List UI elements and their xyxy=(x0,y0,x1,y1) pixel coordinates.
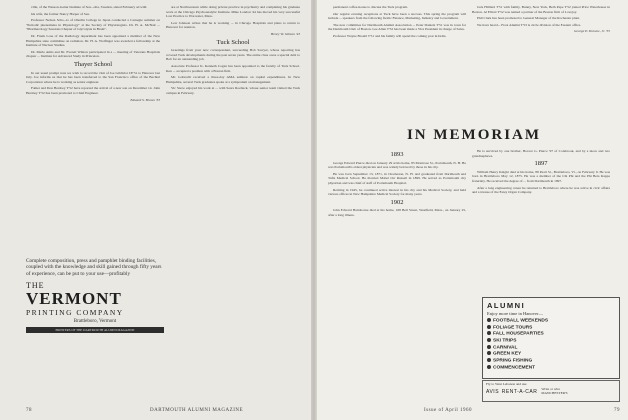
bullet-icon xyxy=(487,358,491,362)
paragraph: He was born September 13, 1871, in Charleston, N. H. and graduated from Dartmouth and Tufts Medical School. He married Mabel Orr Russell in 1899. He served as Portsmouth city physician and was chief of staff of Portsmouth Hospital. xyxy=(328,171,466,185)
right-column-d xyxy=(472,5,610,120)
paragraph: ville, of the Wesson-Gatter Institute of Sou...olia, Sweden, stated February ad with xyxy=(31,5,147,9)
paragraph: Vic Snow enjoyed his work at ... with Sears Roebuck, whose senior team visited the Tuck campus in February. xyxy=(166,86,300,95)
list-item: SKI TRIPS xyxy=(487,338,615,345)
avis-logo-suffix: RENT-A-CAR xyxy=(501,389,538,395)
avis-ad-contact xyxy=(541,387,567,395)
alumni-ad-heading: ALUMNI xyxy=(487,301,526,310)
alumni-ad-subheading: Enjoy more time in Hanover— xyxy=(487,311,543,316)
issue-label: Issue of April 1960 xyxy=(424,408,472,413)
paragraph: Retiring in 1945, he continued active interest in his city and his Medical Society, and held various offices in New Hampshire Medical Society for many years. xyxy=(328,187,466,197)
bullet-icon xyxy=(487,318,491,322)
ad-company-suffix: PRINTING COMPANY xyxy=(26,307,124,317)
paragraph: Jack Hilliard T'51 with family, Bunny, New York, Beth Pape T'52 joined Price Waterhouse in Boston. Al Elliott T'52 was named a partner of the Boston firm of Lovejoy. xyxy=(472,5,610,14)
right-top-columns xyxy=(328,5,620,120)
right-column-c xyxy=(328,5,466,120)
list-item: CARNIVAL xyxy=(487,345,615,352)
avis-ad-brand xyxy=(486,386,616,395)
alumni-ad-list xyxy=(487,318,615,371)
paragraph: Father and Don Hersbey T'52 have reported the arrival of a new son on December 14. John Hersbey T'52 has been promoted to Chief Engineer. xyxy=(26,86,160,95)
bullet-icon xyxy=(487,331,491,335)
paragraph: Professor Wayne Broehl T'51 and his family will spend the coming year in India. xyxy=(333,33,447,38)
paragraph: After a long engineering career he returned to Brattleboro where he was active in civic affairs and a trustee of the Estey Organ Company. xyxy=(472,185,610,195)
avis-ad-contact-line: Write or wire xyxy=(541,386,561,391)
obituary-column-left xyxy=(328,149,466,407)
bullet-icon xyxy=(487,351,491,355)
list-item: FOOTBALL WEEKENDS xyxy=(487,318,615,325)
bullet-icon xyxy=(487,325,491,329)
bullet-icon xyxy=(487,365,491,369)
tuck-school-heading: Tuck School xyxy=(216,38,250,46)
in-memoriam-heading: IN MEMORIAM xyxy=(406,127,542,143)
avis-logo xyxy=(486,386,537,395)
right-page xyxy=(314,0,628,420)
paragraph: Associate Professor K. Kenneth Cogan has been appointed to the faculty of Tuck School. Ken ... accepted a position with a Boston firm. xyxy=(166,63,300,73)
paragraph: Professor Nelson Scho...is of Oberlin College in Japan conducted a Carnegie seminar on "Periodic phenomena in Physiology" at the Society of Physiologists. Dr. H. A. McNair ... "Pharmacology Sessions Chapter of Glycolysis in Brain". xyxy=(26,18,160,32)
left-column-b xyxy=(166,5,300,345)
paragraph: William Henry Knight died at his home, 88 Pearl St., Brattleboro, Vt., on February 9. He was born in Brattleboro May 12, 1875. He was a member of the Chi Phi and the Phi Beta Kappa fraternity. He received the degree of ... from Dartmouth in 1897. xyxy=(472,169,610,183)
ad-the: THE xyxy=(26,280,45,290)
paragraph: Lew Johnson writes that he is working ... in Chicago Hospitals and plans to return to Hanover for reunion. xyxy=(166,20,300,30)
paragraph: are at Northwestern while doing private practice in psychiatry and completing his graduate work at the Chicago Psychoanalytic Institute. Mike London '44 has moved his very successful Law Practice to Worcester, Mass. xyxy=(166,5,300,19)
class-year: 1893 xyxy=(390,151,404,158)
page-number: 79 xyxy=(614,408,620,413)
ad-company-name: VERMONT xyxy=(26,288,122,308)
ad-city: Brattleboro, Vermont xyxy=(73,318,117,324)
list-item: FALL HOUSEPARTIES xyxy=(487,331,615,338)
paragraph: Mr. Gobrecht received a three-day AMA seminar on capital expenditures. In New Hampshire, several Tuck graduates spoke at a symposium on management. xyxy=(166,75,300,84)
avis-ad-intro: Fly to West Lebanon and use xyxy=(486,382,527,386)
list-item: COMMENCEMENT xyxy=(487,365,615,372)
alumni-ad xyxy=(482,297,620,379)
ad-strip: PRINTERS OF THE DARTMOUTH ALUMNI MAGAZINE xyxy=(26,327,164,333)
class-year: 1897 xyxy=(534,160,548,168)
class-year: 1902 xyxy=(390,198,404,206)
bullet-icon xyxy=(487,338,491,342)
vermont-printing-ad xyxy=(26,258,164,395)
paragraph: Phil Clark has been promoted to General Manager of the Rochester plant. xyxy=(477,16,581,21)
paragraph: permanent coffee-house to discuss the Tuck program. xyxy=(333,5,408,9)
paragraph: In our usual prompt note we wish to record the visit of Joe Gilchrist CE'51 to Hanover last July. Joe informs us that he has been transferred to the San Francisco office of the Bechtel Corporation where he is working as senior engineer. xyxy=(26,70,160,84)
thayer-school-heading: Thayer School xyxy=(73,60,113,68)
list-item: GREEN KEY xyxy=(487,351,615,358)
avis-logo-name: AVIS xyxy=(486,389,500,395)
correspondent-signature: George P. Drowne, Jr. '55 xyxy=(573,29,610,34)
ad-copy: Complete composition, press and pamphlet binding facilities, coupled with the knowledge and skill gained through fifty years of experience, can be put to your use—profitably xyxy=(26,258,162,277)
paragraph: We have heard... Frost Alumni T'53 is circle division of the Eastern office. xyxy=(477,22,582,27)
left-column-a xyxy=(26,5,160,250)
paragraph: Dr. Merle Amis and Dr. Everett Winton participated in a ... meeting of Veterans Hospitals chapter ... Institute for Advanced Study in Princeton. xyxy=(26,49,160,59)
bullet-icon xyxy=(487,345,491,349)
page-gutter xyxy=(311,0,317,420)
avis-ad xyxy=(482,380,620,402)
paragraph: He is survived by one brother, Horace G. Pierce '97 of Colebrook, and by a niece and two grandnephews. xyxy=(472,149,610,158)
paragraph: Our regular evening receptions at Tuck have been a success. This spring the program will include ... speakers from the following fields: Finance, Marketing, Industry and Government. xyxy=(328,11,466,21)
paragraph: Dr. Frank Lose of the Radiology department has been appointed a member of the New Hampshire state committee on radiation. Dr. H. A. Wolfinger was awarded a fellowship at the Institute of Nuclear Studies. xyxy=(26,33,160,48)
magazine-name: DARTMOUTH ALUMNI MAGAZINE xyxy=(150,408,244,413)
list-item: FOLIAGE TOURS xyxy=(487,325,615,332)
list-item: SPRING FISHING xyxy=(487,358,615,365)
paragraph: George Edward Pierce died on January 29 at his home, 85 Montrose St., Portsmouth, N. H. He was Portsmouth's oldest physician and was widely beloved by those in his city. xyxy=(328,160,466,170)
paragraph: John Edward Hartsborne died at his home, 168 Bell Street, Westfield, Mass., on January 25, after a long illness. xyxy=(328,208,466,217)
correspondent-signature: Edward S. Brown '33 xyxy=(130,97,160,102)
paragraph: his wife, the former Nancy Harper of Sea. xyxy=(31,11,90,16)
paragraph: The new committee for Dartmouth Alumni Association ... Peter Daniels T'51 was in town for the Dartmouth Club of Boston. Lee Allen T'52 has been made a Vice President in charge of Sales. xyxy=(328,22,466,32)
page-number: 78 xyxy=(26,408,32,413)
avis-ad-contact-name: MANCHESTER'S xyxy=(541,390,568,395)
correspondent-signature: Henry W. Gibson '43 xyxy=(270,31,300,36)
paragraph: Greetings from your new correspondent, succeeding Bob Sawyer, whose reporting has covered Tuck developments during the past seven years. The entire class owes a special debt to Bob for an outstanding job. xyxy=(166,48,300,62)
